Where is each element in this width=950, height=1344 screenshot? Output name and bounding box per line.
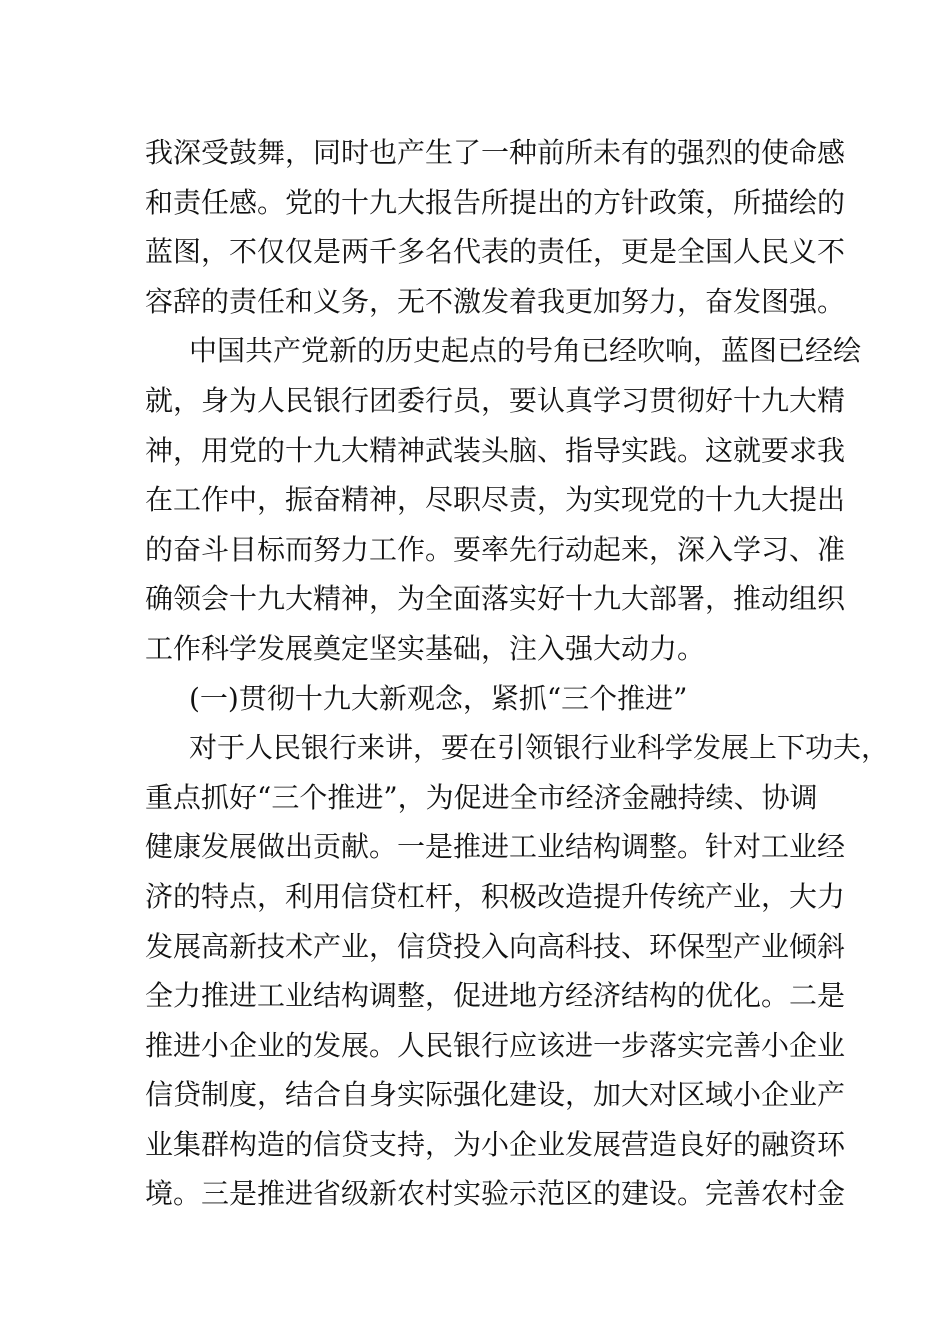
text-line: 对于人民银行来讲，要在引领银行业科学发展上下功夫， <box>189 731 890 765</box>
text-line: 重点抓好“三个推进”，为促进全市经济金融持续、协调 <box>145 780 818 814</box>
text-line: 神，用党的十九大精神武装头脑、指导实践。这就要求我 <box>145 433 846 467</box>
text-line: 发展高新技术产业，信贷投入向高科技、环保型产业倾斜 <box>145 929 846 963</box>
text-line: 蓝图，不仅仅是两千多名代表的责任，更是全国人民义不 <box>145 235 846 269</box>
text-line: 和责任感。党的十九大报告所提出的方针政策，所描绘的 <box>145 185 846 219</box>
text-line: 推进小企业的发展。人民银行应该进一步落实完善小企业 <box>145 1028 846 1062</box>
text-line: 健康发展做出贡献。一是推进工业结构调整。针对工业经 <box>145 830 846 864</box>
text-line: 我深受鼓舞，同时也产生了一种前所未有的强烈的使命感 <box>145 136 846 169</box>
text-line: 就，身为人民银行团委行员，要认真学习贯彻好十九大精 <box>145 383 846 417</box>
text-line: 确领会十九大精神，为全面落实好十九大部署，推动组织 <box>145 582 846 616</box>
text-line: 在工作中，振奋精神，尽职尽责，为实现党的十九大提出 <box>145 483 846 517</box>
text-line: 济的特点，利用信贷杠杆，积极改造提升传统产业，大力 <box>145 879 846 913</box>
text-line: 的奋斗目标而努力工作。要率先行动起来，深入学习、准 <box>145 532 846 566</box>
text-line: 容辞的责任和义务，无不激发着我更加努力，奋发图强。 <box>145 284 846 318</box>
text-line: 业集群构造的信贷支持，为小企业发展营造良好的融资环 <box>145 1127 846 1161</box>
text-line: 全力推进工业结构调整，促进地方经济结构的优化。二是 <box>145 979 846 1013</box>
text-line: 工作科学发展奠定坚实基础，注入强大动力。 <box>145 631 706 665</box>
text-line: 中国共产党新的历史起点的号角已经吹响，蓝图已经绘 <box>189 334 862 368</box>
body-text <box>145 128 890 1219</box>
text-line: (一)贯彻十九大新观念，紧抓“三个推进” <box>189 681 688 715</box>
text-line: 境。三是推进省级新农村实验示范区的建设。完善农村金 <box>145 1177 846 1211</box>
text-line: 信贷制度，结合自身实际强化建设，加大对区域小企业产 <box>145 1078 846 1112</box>
